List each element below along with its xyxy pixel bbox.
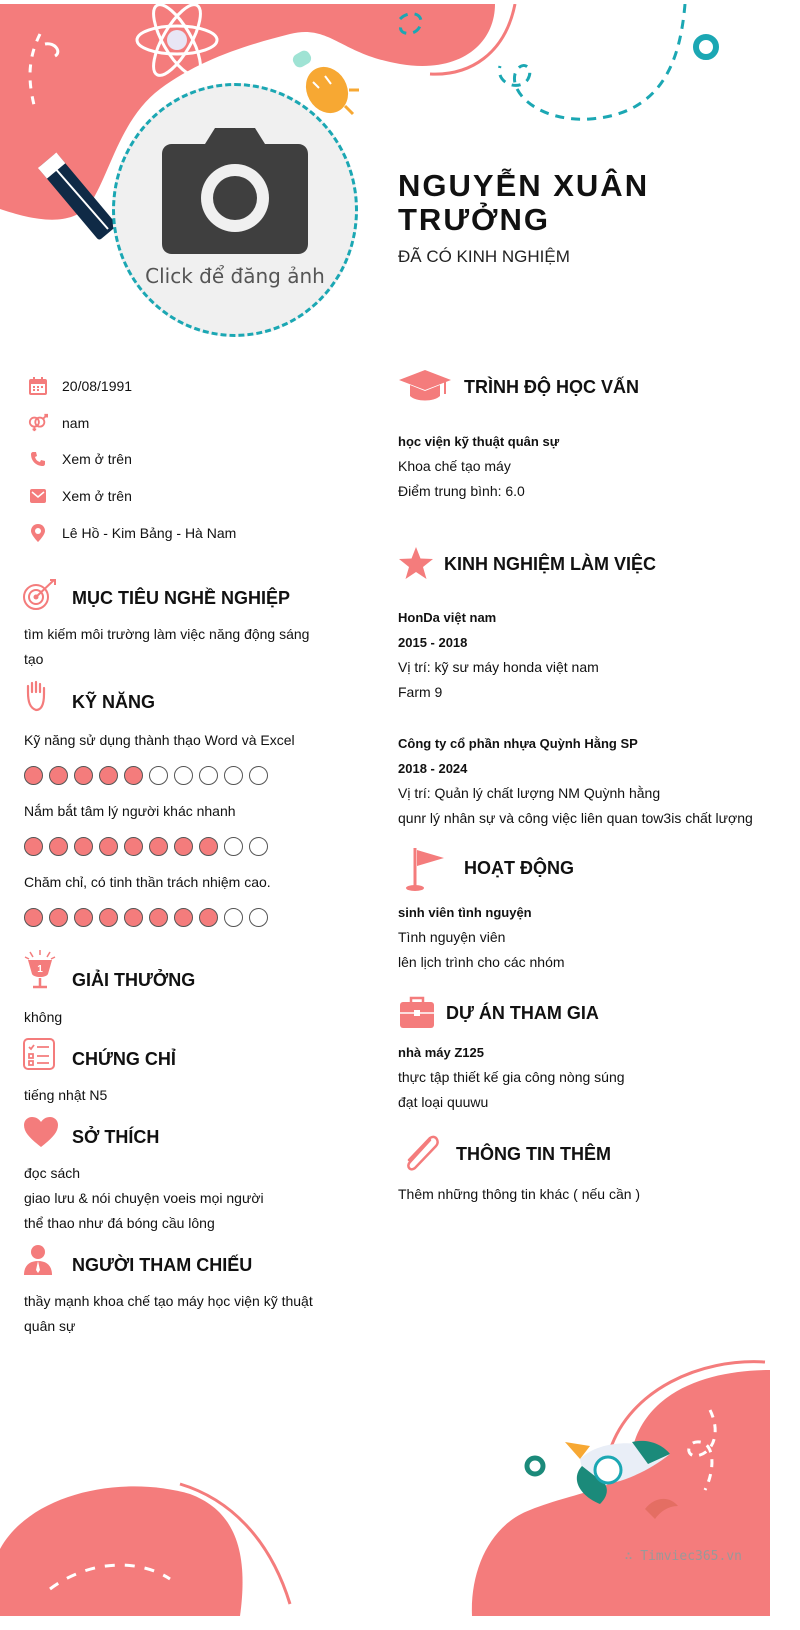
rating-dot-filled: [24, 908, 43, 927]
rating-dot-filled: [199, 908, 218, 927]
cv-page: [0, 4, 770, 1616]
job-period: 2018 - 2024: [398, 761, 468, 776]
rating-dot-empty: [224, 766, 243, 785]
phone-icon: [28, 449, 48, 469]
rating-dot-empty: [249, 908, 268, 927]
experience-title: KINH NGHIỆM LÀM VIỆC: [444, 554, 657, 574]
rating-dot-filled: [124, 766, 143, 785]
project-name: nhà máy Z125: [398, 1045, 484, 1060]
rating-dot-filled: [174, 837, 193, 856]
rating-dot-filled: [74, 908, 93, 927]
activity-detail: lên lịch trình cho các nhóm: [398, 954, 565, 970]
extra-text: Thêm những thông tin khác ( nếu cần ): [398, 1186, 641, 1202]
job-position: Vị trí: Quản lý chất lượng NM Quỳnh hằng: [398, 785, 661, 801]
email-text: Xem ở trên: [62, 488, 132, 504]
education-gpa: Điểm trung bình: 6.0: [398, 483, 525, 499]
rating-dot-filled: [174, 908, 193, 927]
education-major: Khoa chế tạo máy: [398, 458, 511, 474]
contact-phone: [28, 447, 132, 471]
briefcase-icon: [399, 996, 435, 1030]
objective-line-1: tìm kiếm môi trường làm việc năng động sáng: [24, 626, 310, 642]
job-position: Vị trí: kỹ sư máy honda việt nam: [398, 659, 599, 675]
rating-dot-filled: [99, 766, 118, 785]
rocket-icon: [520, 1434, 690, 1524]
objective-text: [24, 622, 309, 672]
rating-dot-empty: [224, 837, 243, 856]
education-school: học viện kỹ thuật quân sự: [398, 434, 560, 449]
trophy-icon: [22, 948, 58, 990]
calendar-icon: [28, 376, 48, 396]
awards-text: không: [24, 1009, 63, 1025]
skill-label-2: Nắm bắt tâm lý người khác nhanh: [24, 803, 236, 819]
rating-dot-filled: [99, 837, 118, 856]
reference-text: [24, 1289, 313, 1339]
decor-bottom-left: [0, 1464, 300, 1616]
objective-title: MỤC TIÊU NGHỀ NGHIỆP: [72, 588, 291, 608]
projects-details: [398, 1040, 625, 1115]
certificates-title: CHỨNG CHỈ: [72, 1049, 176, 1069]
job-company: Công ty cổ phần nhựa Quỳnh Hằng SP: [398, 736, 638, 751]
raised-hand-icon: [24, 680, 48, 712]
atom-icon: [132, 4, 222, 84]
rating-dot-filled: [74, 766, 93, 785]
job-detail: qunr lý nhân sự và công việc liên quan tow3is chất lượng: [398, 810, 753, 826]
rating-dot-empty: [224, 908, 243, 927]
phone-text: Xem ở trên: [62, 451, 132, 467]
camera-icon: [160, 126, 310, 256]
email-icon: [28, 486, 48, 506]
contact-gender: [28, 411, 89, 435]
reference-line-1: thầy mạnh khoa chế tạo máy học viện kỹ thuật: [24, 1293, 313, 1309]
hobby-item: thể thao như đá bóng cầu lông: [24, 1215, 215, 1231]
activities-title: HOẠT ĐỘNG: [464, 858, 574, 878]
activity-role: Tình nguyện viên: [398, 929, 506, 945]
star-icon: [398, 546, 434, 580]
profile-photo-upload[interactable]: [112, 83, 358, 337]
address-text: Lê Hồ - Kim Bảng - Hà Nam: [62, 525, 237, 541]
job-company: HonDa việt nam: [398, 610, 497, 625]
paperclip-icon: [400, 1132, 442, 1174]
birthday-text: 20/08/1991: [62, 378, 133, 394]
rating-dot-filled: [24, 837, 43, 856]
contact-address: [28, 521, 236, 545]
project-line-2: đạt loại quuwu: [398, 1094, 489, 1110]
hobby-item: giao lưu & nói chuyện voeis mọi người: [24, 1190, 264, 1206]
activity-name: sinh viên tình nguyện: [398, 905, 532, 920]
name-line-2: TRƯỞNG: [398, 202, 550, 237]
rating-dot-filled: [124, 837, 143, 856]
objective-line-2: tạo: [24, 651, 44, 667]
project-line-1: thực tập thiết kế gia công nòng súng: [398, 1069, 625, 1085]
rating-dot-filled: [49, 837, 68, 856]
gender-icon: [28, 413, 48, 433]
rating-dot-empty: [199, 766, 218, 785]
rating-dot-filled: [99, 908, 118, 927]
certificates-text: tiếng nhật N5: [24, 1087, 108, 1103]
education-title: TRÌNH ĐỘ HỌC VẤN: [464, 377, 639, 397]
rating-dot-filled: [49, 766, 68, 785]
gender-text: nam: [62, 415, 90, 431]
job-entry-2: [398, 731, 753, 831]
rating-dot-filled: [149, 837, 168, 856]
rating-dot-empty: [249, 766, 268, 785]
education-details: [398, 429, 559, 504]
skill-rating-2: [24, 837, 268, 856]
reference-line-2: quân sự: [24, 1318, 76, 1334]
job-period: 2015 - 2018: [398, 635, 468, 650]
hobby-item: đọc sách: [24, 1165, 81, 1181]
job-detail: Farm 9: [398, 684, 443, 700]
projects-title: DỰ ÁN THAM GIA: [446, 1003, 599, 1023]
reference-title: NGƯỜI THAM CHIẾU: [72, 1255, 253, 1275]
rating-dot-empty: [174, 766, 193, 785]
candidate-name: [398, 169, 649, 237]
activities-details: [398, 900, 565, 975]
svg-text:1: 1: [37, 964, 43, 975]
hobbies-title: SỞ THÍCH: [72, 1127, 160, 1147]
rating-dot-filled: [199, 837, 218, 856]
rating-dot-filled: [49, 908, 68, 927]
skills-title: KỸ NĂNG: [72, 692, 156, 712]
target-icon: [22, 578, 58, 612]
photo-upload-label: Click để đăng ảnh: [145, 264, 325, 288]
skill-rating-1: [24, 766, 268, 785]
decor-top-right: [390, 4, 770, 134]
job-entry-1: [398, 605, 599, 705]
hobbies-list: [24, 1161, 264, 1236]
awards-title: GIẢI THƯỞNG: [72, 970, 196, 990]
location-pin-icon: [28, 523, 48, 543]
person-icon: [23, 1244, 53, 1276]
rating-dot-filled: [24, 766, 43, 785]
contact-birthday: [28, 374, 132, 398]
watermark: ∴ Timviec365.vn: [624, 1549, 742, 1564]
contact-email: [28, 484, 132, 508]
rating-dot-filled: [74, 837, 93, 856]
heart-icon: [23, 1116, 59, 1148]
rating-dot-filled: [124, 908, 143, 927]
graduation-cap-icon: [398, 368, 452, 404]
extra-title: THÔNG TIN THÊM: [456, 1144, 611, 1164]
skill-rating-3: [24, 908, 268, 927]
name-line-1: NGUYỄN XUÂN: [398, 168, 650, 203]
rating-dot-empty: [149, 766, 168, 785]
skill-label-3: Chăm chỉ, có tinh thần trách nhiệm cao.: [24, 874, 271, 890]
checklist-icon: [23, 1038, 55, 1070]
flag-icon: [404, 846, 446, 892]
rating-dot-empty: [249, 837, 268, 856]
skill-label-1: Kỹ năng sử dụng thành thạo Word và Excel: [24, 732, 295, 748]
candidate-subtitle: ĐÃ CÓ KINH NGHIỆM: [398, 247, 570, 266]
rating-dot-filled: [149, 908, 168, 927]
